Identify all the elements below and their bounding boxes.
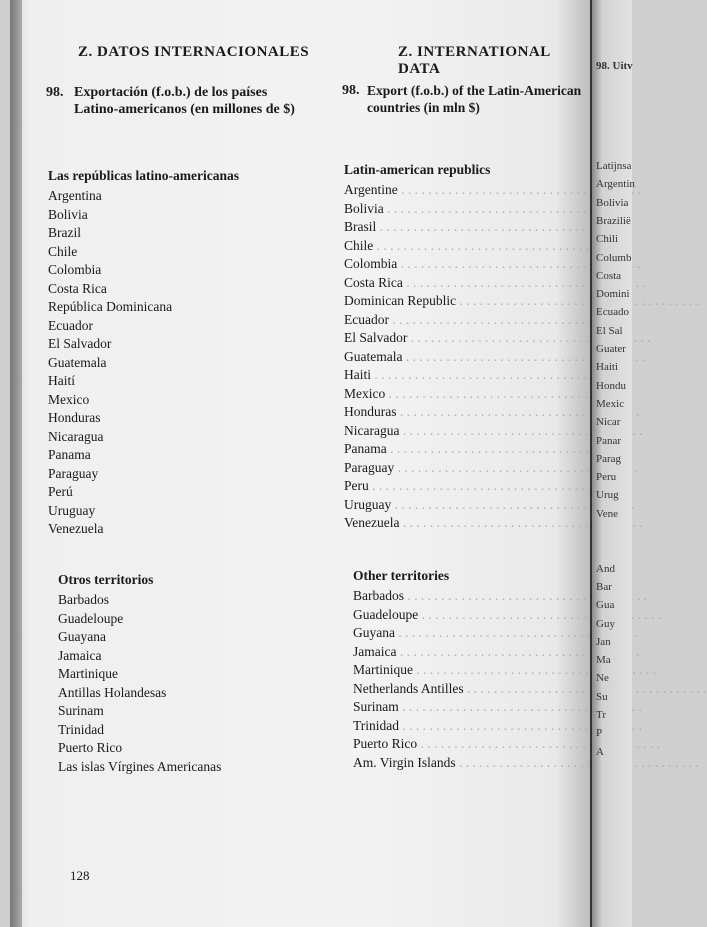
country-row-label: Chile	[48, 243, 78, 259]
country-row-label: Uruguay	[48, 502, 96, 518]
country-row	[344, 367, 579, 386]
adjacent-page	[590, 0, 635, 927]
page-number: 128	[70, 868, 90, 883]
title-number-right: 98.	[342, 83, 360, 98]
territory-row	[353, 718, 588, 737]
left-republics	[48, 168, 239, 540]
territory-row	[353, 644, 588, 663]
country-row-label: Mexico	[48, 391, 90, 407]
territory-row-label: Martinique	[58, 666, 118, 681]
header-right: Z. INTERNATIONAL DATA	[398, 44, 550, 77]
territory-row	[353, 607, 588, 626]
territory-row-label: Guayana	[58, 629, 106, 644]
country-row-label: Honduras . . .	[344, 404, 640, 419]
adjacent-row: Ma	[596, 654, 611, 667]
territory-row-label: Trinidad . . .	[353, 718, 642, 733]
territory-row	[353, 755, 588, 774]
country-row-label: Panama . . .	[344, 441, 630, 456]
adjacent-row: Peru	[596, 471, 617, 484]
adjacent-row: Parag	[596, 452, 622, 465]
territory-row-label: Puerto Rico	[58, 740, 123, 755]
territory-row-label: Guadeloupe . . .	[353, 607, 661, 622]
territory-row-label: Trinidad	[58, 721, 105, 737]
territory-row	[353, 736, 588, 755]
country-row-label: Haiti . . .	[344, 367, 614, 382]
country-row	[48, 262, 239, 281]
country-row	[344, 275, 579, 294]
title-number-left: 98.	[46, 85, 64, 100]
country-row-label: Dominican Republic . . .	[344, 293, 699, 308]
territory-row-label: Las islas Vírgines Americanas	[58, 758, 222, 774]
territory-row-label: Am. Virgin Islands . . .	[353, 755, 699, 770]
country-row	[48, 244, 239, 263]
country-row	[48, 521, 239, 540]
country-row	[48, 299, 239, 318]
country-row-label: Nicaragua	[48, 428, 104, 444]
title-left-line1: Exportación (f.o.b.) de los países	[74, 85, 268, 100]
territory-row	[58, 759, 221, 778]
country-row-label: Colombia . . .	[344, 256, 640, 271]
country-row	[48, 355, 239, 374]
adjacent-row: Brazilië	[596, 214, 631, 227]
right-republics	[344, 162, 579, 534]
adjacent-row: Domini	[596, 288, 630, 301]
country-row	[48, 410, 239, 429]
territory-row	[353, 662, 588, 681]
country-row	[344, 256, 579, 275]
title-right-line2: countries (in mln $)	[367, 100, 480, 115]
country-row	[48, 503, 239, 522]
country-row-label: Panama	[48, 447, 91, 462]
territory-row-label: Martinique . . .	[353, 662, 656, 677]
country-row	[344, 404, 579, 423]
country-row-label: Costa Rica	[48, 280, 107, 296]
territory-row	[58, 592, 221, 611]
adjacent-row: Bolivia	[596, 196, 629, 209]
left-territories	[58, 572, 221, 777]
adjacent-row: Gua	[596, 599, 615, 612]
country-row-label: Nicaragua . . .	[344, 423, 642, 438]
adjacent-row: Guater	[596, 343, 626, 355]
country-row-label: Bolivia . . .	[344, 201, 627, 216]
book-gutter	[10, 0, 22, 927]
territory-row-label: Jamaica	[58, 647, 102, 663]
country-row-label: Mexico . . .	[344, 386, 628, 401]
adjacent-row: Urug	[596, 489, 619, 502]
territory-row	[58, 703, 221, 722]
country-row-label: Brasil . . .	[344, 219, 619, 234]
country-row-label: Perú	[48, 484, 73, 499]
country-row-label: Ecuador	[48, 317, 93, 333]
country-row	[344, 349, 579, 368]
left-heading-territories: Otros territorios	[58, 572, 154, 587]
country-row	[344, 293, 579, 312]
territory-row	[58, 685, 221, 704]
country-row	[48, 225, 239, 244]
adjacent-row: Hondu	[596, 379, 626, 392]
territory-row-label: Guyana . . .	[353, 625, 638, 640]
territory-row	[353, 699, 588, 718]
adjacent-row: Tr	[596, 709, 606, 721]
country-row-label: Argentina	[48, 188, 102, 203]
country-row-label: Ecuador . . .	[344, 312, 632, 327]
adjacent-row: Latijnsa	[596, 160, 632, 172]
territory-row	[58, 611, 221, 630]
country-row-label: Peru . . .	[344, 478, 612, 493]
country-row	[344, 460, 579, 479]
territory-row	[353, 625, 588, 644]
territory-row	[353, 681, 588, 700]
country-row-label: Argentine . . .	[344, 182, 641, 197]
country-row	[48, 318, 239, 337]
country-row	[344, 330, 579, 349]
territory-row-label: Barbados . . .	[353, 588, 647, 603]
adjacent-row: Vene	[596, 507, 618, 520]
adjacent-row: Haiti	[596, 361, 618, 374]
adjacent-row: Jan	[596, 635, 611, 648]
country-row-label: Paraguay . . .	[344, 460, 637, 475]
territory-row-label: Jamaica . . .	[353, 644, 639, 659]
territory-row-label: Antillas Holandesas	[58, 684, 167, 700]
territory-row	[353, 588, 588, 607]
right-heading-republics: Latin-american republics	[344, 162, 491, 177]
country-row-label: Guatemala	[48, 354, 107, 370]
territory-row-label: Puerto Rico . . .	[353, 736, 660, 751]
country-row-label: Costa Rica . . .	[344, 275, 646, 290]
country-row-label: Venezuela	[48, 521, 104, 536]
country-row-label: Haití	[48, 373, 75, 388]
country-row	[344, 441, 579, 460]
title-left-line2: Latino-americanos (en millones de $)	[74, 102, 295, 117]
adjacent-row: El Sal	[596, 324, 623, 337]
document-page	[10, 0, 590, 927]
country-row-label: Honduras	[48, 410, 101, 425]
country-row-label: Uruguay . . .	[344, 497, 634, 512]
title-right-line1: Export (f.o.b.) of the Latin-American	[367, 83, 582, 98]
adjacent-row: Costa	[596, 269, 622, 282]
territory-row-label: Surinam	[58, 703, 104, 718]
title-right	[367, 82, 581, 116]
country-row-label: El Salvador	[48, 336, 112, 351]
adjacent-title: 98. Uitv	[596, 60, 633, 72]
country-row-label: República Dominicana	[48, 299, 173, 314]
country-row	[344, 515, 579, 534]
territory-row	[58, 648, 221, 667]
country-row	[48, 429, 239, 448]
country-row-label: Brazil	[48, 225, 81, 240]
adjacent-row: Chili	[596, 233, 619, 246]
adjacent-row: Mexic	[596, 397, 625, 410]
territory-row-label: Surinam . . .	[353, 699, 642, 714]
adjacent-row: Nicar	[596, 416, 621, 429]
adjacent-row: Guy	[596, 617, 615, 630]
country-row	[344, 478, 579, 497]
adjacent-row: Ecuado	[596, 306, 629, 319]
right-territories	[353, 568, 588, 773]
country-row-label: Chile . . .	[344, 238, 616, 253]
adjacent-row: Columb	[596, 251, 632, 264]
country-row	[344, 238, 579, 257]
adjacent-row: Bar	[596, 580, 612, 593]
right-heading-territories: Other territories	[353, 568, 450, 583]
country-row	[48, 281, 239, 300]
territory-row-label: Barbados	[58, 592, 109, 607]
country-row	[344, 201, 579, 220]
country-row	[344, 219, 579, 238]
adjacent-row: Argentin	[596, 178, 635, 191]
country-row	[344, 423, 579, 442]
country-row-label: El Salvador . . .	[344, 330, 650, 345]
left-heading-republics: Las repúblicas latino-americanas	[48, 168, 240, 183]
country-row	[48, 373, 239, 392]
country-row	[48, 336, 239, 355]
country-row	[48, 392, 239, 411]
country-row-label: Venezuela . . .	[344, 515, 642, 530]
territory-row	[58, 666, 221, 685]
adjacent-row: Ne	[596, 672, 609, 685]
country-row	[48, 484, 239, 503]
territory-row-label: Guadeloupe	[58, 610, 124, 626]
country-row-label: Bolivia	[48, 206, 88, 222]
country-row	[344, 386, 579, 405]
header-left: Z. DATOS INTERNACIONALES	[78, 44, 310, 60]
territory-row-label: Netherlands Antilles . . .	[353, 681, 707, 696]
territory-row	[58, 722, 221, 741]
title-left	[74, 84, 295, 118]
country-row	[48, 207, 239, 226]
territory-row	[58, 629, 221, 648]
adjacent-row: And	[596, 562, 615, 575]
adjacent-row: A	[596, 745, 604, 758]
country-row-label: Guatemala . . .	[344, 349, 645, 364]
country-row-label: Paraguay	[48, 465, 99, 481]
adjacent-row: Su	[596, 690, 608, 703]
adjacent-row: Panar	[596, 434, 622, 447]
country-row	[48, 466, 239, 485]
country-row-label: Colombia	[48, 262, 102, 277]
country-row	[344, 497, 579, 516]
adjacent-row: P	[596, 727, 603, 740]
country-row	[344, 312, 579, 331]
country-row	[344, 182, 579, 201]
country-row	[48, 447, 239, 466]
country-row	[48, 188, 239, 207]
territory-row	[58, 740, 221, 759]
